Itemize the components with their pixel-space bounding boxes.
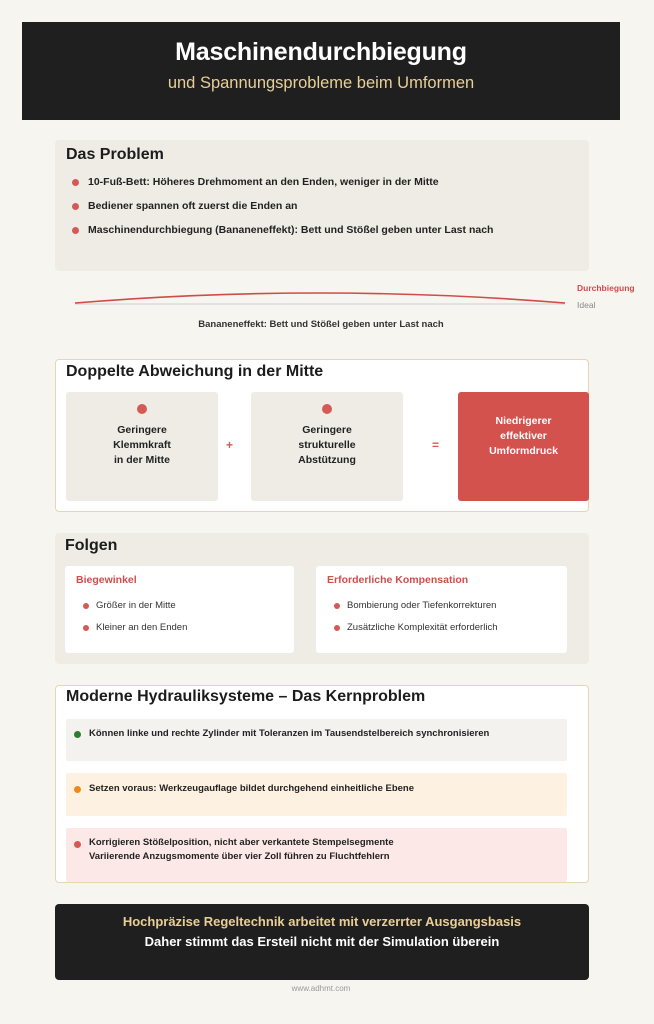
double-deviation-section <box>55 359 589 512</box>
problem-title: Das Problem <box>66 146 164 163</box>
bullet-dot-icon <box>322 404 332 414</box>
status-dot-green-icon <box>74 731 81 738</box>
status-dot-red-icon <box>74 841 81 848</box>
bullet-dot-icon <box>83 603 89 609</box>
problem-item <box>72 200 297 212</box>
compensation-card <box>316 566 567 653</box>
status-dot-orange-icon <box>74 786 81 793</box>
bullet-dot-icon <box>334 625 340 631</box>
hydraulics-row-text <box>89 836 394 864</box>
list-item <box>334 600 496 611</box>
conclusion-line-2: Daher stimmt das Ersteil nicht mit der Simulation überein <box>144 934 500 949</box>
source-credit: www.adhmt.com <box>291 984 351 993</box>
plus-sign: + <box>226 438 234 452</box>
clamping-force-text: Geringere Klemmkraft in der Mitte <box>113 424 171 466</box>
deflection-curve <box>75 293 565 303</box>
hydraulics-row-text: Setzen voraus: Werkzeugauflage bildet durchgehend einheitliche Ebene <box>89 783 415 794</box>
list-item-text: Bombierung oder Tiefenkorrekturen <box>347 600 497 611</box>
clamping-force-card <box>66 392 218 501</box>
problem-item <box>72 224 493 236</box>
hydraulics-row-assumption <box>66 773 567 816</box>
bullet-dot-icon <box>72 179 79 186</box>
consequences-title: Folgen <box>65 537 118 554</box>
bullet-dot-icon <box>72 203 79 210</box>
structural-support-text: Geringere strukturelle Abstützung <box>298 424 356 466</box>
hydraulics-row-line2: Variierende Anzugsmomente über vier Zoll führen zu Fluchtfehlern <box>89 851 390 862</box>
bullet-dot-icon <box>137 404 147 414</box>
problem-item-text: Maschinendurchbiegung (Bananeneffekt): Bett und Stößel geben unter Last nach <box>88 224 494 236</box>
hydraulics-section <box>55 685 589 883</box>
forming-pressure-text: Niedrigerer effektiver Umformdruck <box>489 415 558 457</box>
ideal-label: Ideal <box>577 300 596 310</box>
list-item <box>334 622 497 633</box>
equals-sign: = <box>432 438 440 452</box>
conclusion-line-1: Hochpräzise Regeltechnik arbeitet mit verzerrter Ausgangsbasis <box>122 914 522 929</box>
consequences-section <box>55 533 589 664</box>
bend-angle-title: Biegewinkel <box>76 574 137 586</box>
curve-caption: Bananeneffekt: Bett und Stößel geben unter Last nach <box>198 319 444 330</box>
bullet-dot-icon <box>334 603 340 609</box>
list-item <box>83 622 187 633</box>
list-item-text: Zusätzliche Komplexität erforderlich <box>347 622 498 633</box>
hydraulics-title: Moderne Hydrauliksysteme – Das Kernproblem <box>66 688 426 705</box>
problem-section <box>55 140 589 271</box>
bullet-dot-icon <box>72 227 79 234</box>
page-title: Maschinendurchbiegung <box>175 38 467 66</box>
bullet-dot-icon <box>83 625 89 631</box>
hydraulics-row-sync <box>66 719 567 761</box>
problem-item-text: 10-Fuß-Bett: Höheres Drehmoment an den Enden, weniger in der Mitte <box>88 176 439 188</box>
structural-support-card <box>251 392 403 501</box>
double-deviation-title: Doppelte Abweichung in der Mitte <box>66 363 324 380</box>
problem-item <box>72 176 439 188</box>
list-item-text: Größer in der Mitte <box>96 600 176 611</box>
hydraulics-row-line1: Korrigieren Stößelposition, nicht aber verkantete Stempelsegmente <box>89 837 394 848</box>
forming-pressure-result-card <box>458 392 589 501</box>
problem-item-text: Bediener spannen oft zuerst die Enden an <box>88 200 298 212</box>
hydraulics-row-correction <box>66 828 567 882</box>
list-item <box>83 600 176 611</box>
banana-curve-diagram <box>70 284 570 306</box>
deflection-label: Durchbiegung <box>577 283 635 293</box>
compensation-title: Erforderliche Kompensation <box>327 574 469 586</box>
hydraulics-row-text: Können linke und rechte Zylinder mit Toleranzen im Tausendstelbereich synchronisieren <box>89 728 490 739</box>
page-subtitle: und Spannungsprobleme beim Umformen <box>167 74 475 92</box>
bend-angle-card <box>65 566 294 653</box>
list-item-text: Kleiner an den Enden <box>96 622 188 633</box>
conclusion-banner <box>55 904 589 980</box>
header-banner <box>22 22 620 120</box>
